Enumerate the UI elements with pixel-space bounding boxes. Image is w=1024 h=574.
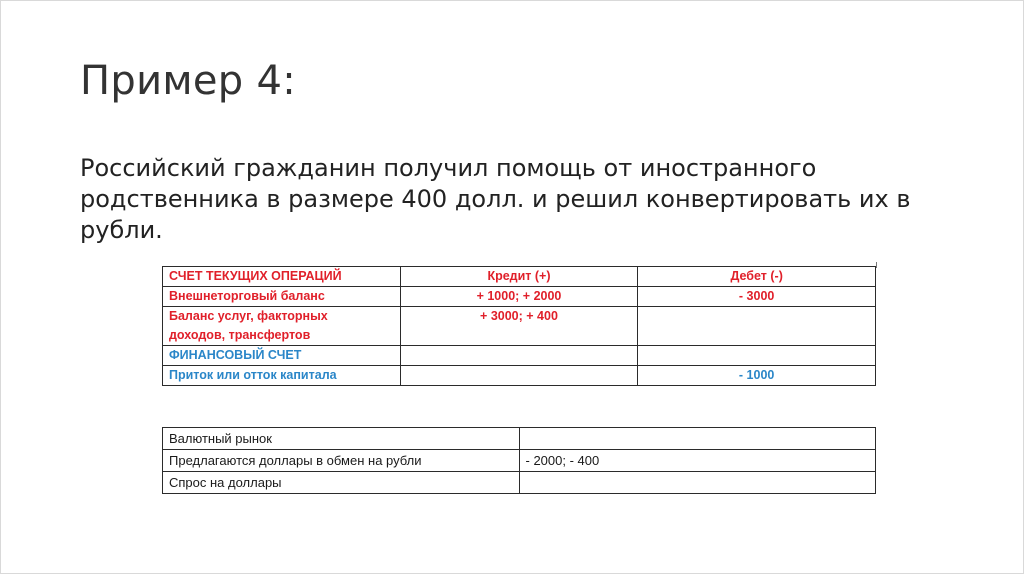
- row-label: ФИНАНСОВЫЙ СЧЕТ: [163, 346, 401, 366]
- row-label-line: доходов, трансфертов: [169, 328, 311, 342]
- row-credit: [400, 346, 638, 366]
- header-debit: Дебет (-): [638, 267, 876, 287]
- row-label: Приток или отток капитала: [163, 366, 401, 386]
- slide-title: Пример 4:: [80, 58, 296, 104]
- table-row: [163, 428, 876, 450]
- currency-market-table: [162, 427, 876, 494]
- fx-row-label: Предлагаются доллары в обмен на рубли: [163, 450, 520, 472]
- row-credit: [400, 366, 638, 386]
- row-credit: + 1000; + 2000: [400, 287, 638, 307]
- table-row: [163, 472, 876, 494]
- table-row: [163, 307, 876, 346]
- fx-row-value: - 2000; - 400: [519, 450, 876, 472]
- header-credit: Кредит (+): [400, 267, 638, 287]
- balance-of-payments-table: [162, 266, 876, 386]
- table-row: [163, 287, 876, 307]
- row-debit: [638, 307, 876, 346]
- fx-row-label: Валютный рынок: [163, 428, 520, 450]
- fx-row-value: [519, 472, 876, 494]
- row-debit: - 3000: [638, 287, 876, 307]
- table-edge-mark: [876, 262, 877, 268]
- row-label-line: Баланс услуг, факторных: [169, 309, 328, 323]
- slide-body-text: Российский гражданин получил помощь от иностранного родственника в размере 400 долл. и решил конвертировать их в рубли.: [80, 154, 911, 244]
- fx-row-label: Спрос на доллары: [163, 472, 520, 494]
- table-header-row: [163, 267, 876, 287]
- header-current-account: СЧЕТ ТЕКУЩИХ ОПЕРАЦИЙ: [163, 267, 401, 287]
- row-debit: - 1000: [638, 366, 876, 386]
- row-credit: + 3000; + 400: [400, 307, 638, 346]
- row-debit: [638, 346, 876, 366]
- row-label: Внешнеторговый баланс: [163, 287, 401, 307]
- table-row: [163, 450, 876, 472]
- row-label: [163, 307, 401, 346]
- table-row: [163, 346, 876, 366]
- table-row: [163, 366, 876, 386]
- fx-row-value: [519, 428, 876, 450]
